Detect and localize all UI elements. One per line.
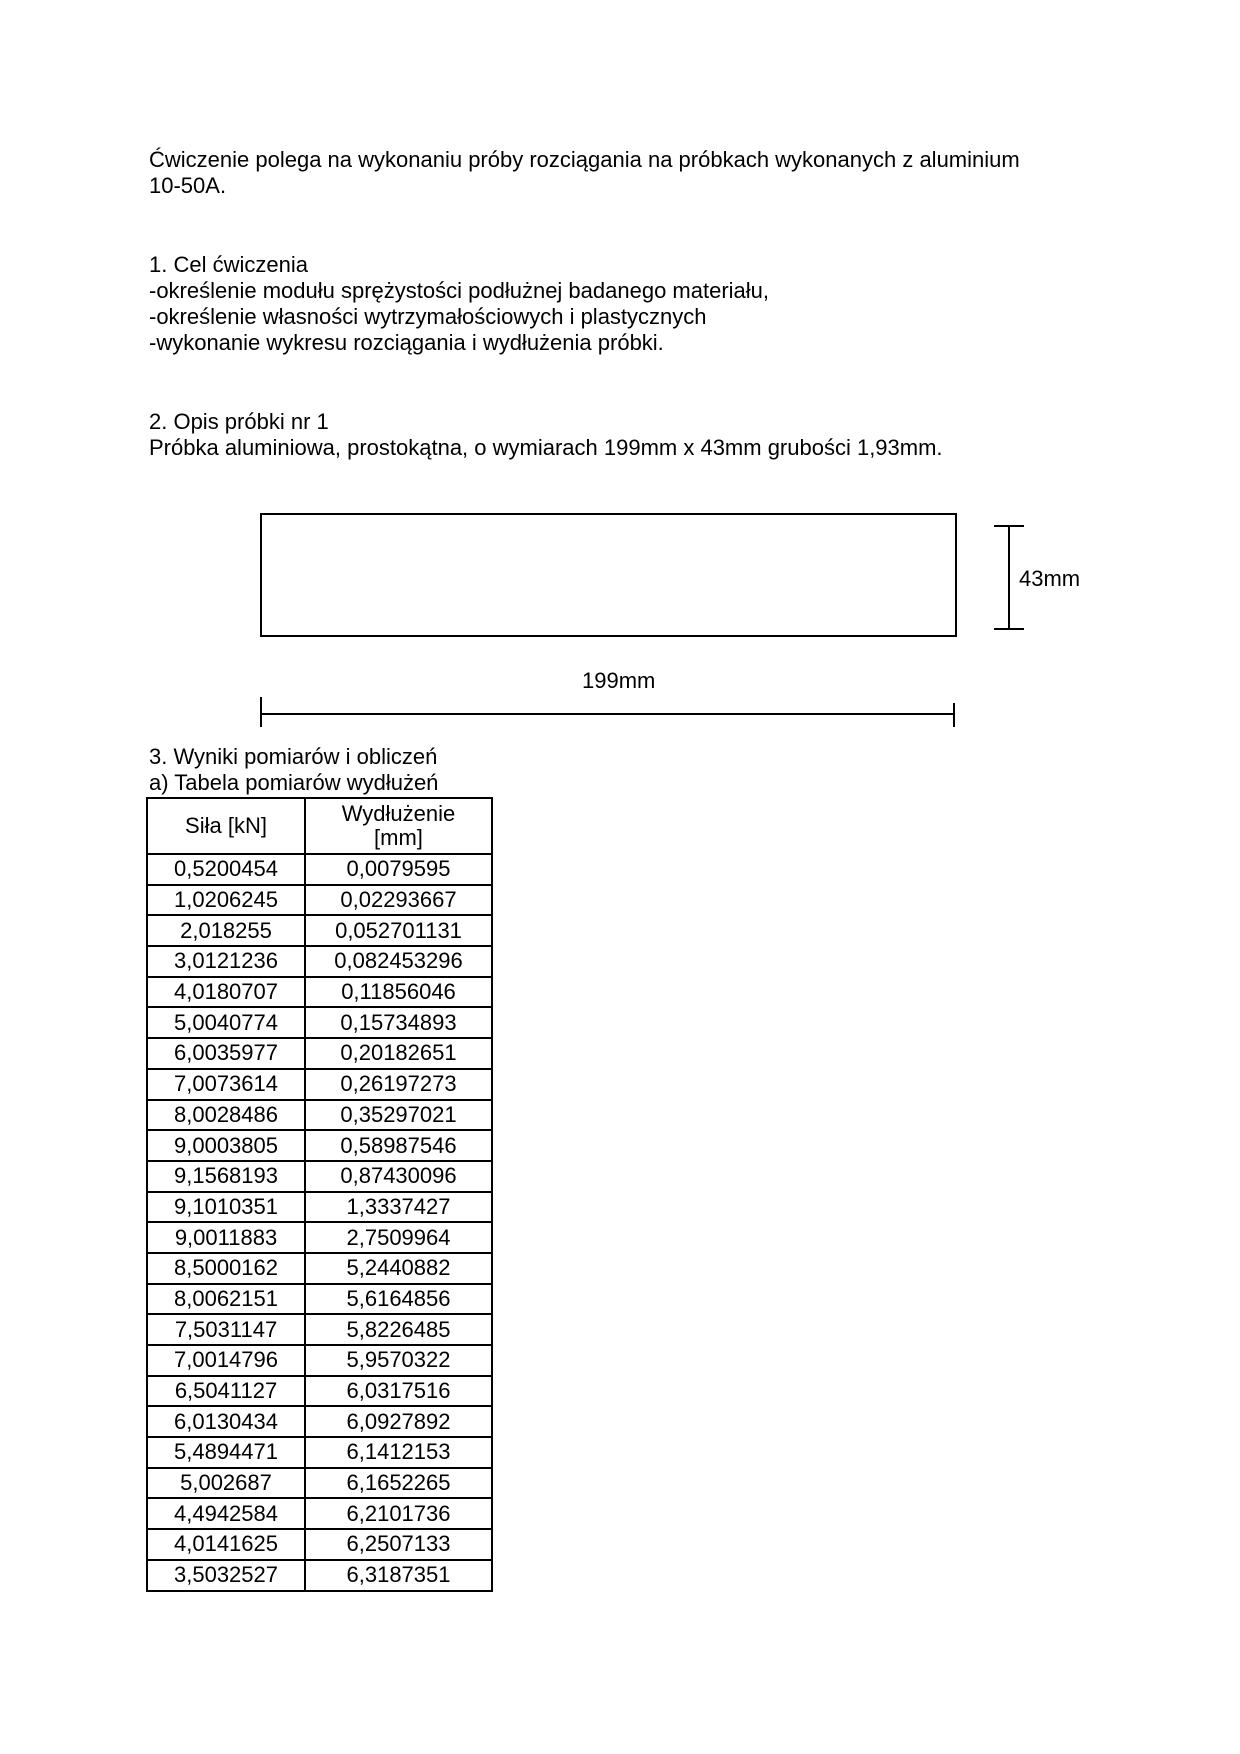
table-row bbox=[147, 1437, 492, 1468]
table-caption: a) Tabela pomiarów wydłużeń bbox=[149, 770, 439, 795]
force-cell: 4,4942584 bbox=[147, 1498, 305, 1529]
goal-item: -wykonanie wykresu rozciągania i wydłużenia próbki. bbox=[149, 330, 664, 355]
column-header-elongation: Wydłużenie [mm] bbox=[305, 798, 492, 854]
height-dimension-line bbox=[1008, 525, 1010, 630]
force-cell: 6,0035977 bbox=[147, 1038, 305, 1069]
table-row bbox=[147, 1468, 492, 1499]
table-row bbox=[147, 1192, 492, 1223]
elongation-cell: 5,8226485 bbox=[305, 1314, 492, 1345]
table-header-row bbox=[147, 798, 492, 854]
elongation-cell: 6,1652265 bbox=[305, 1468, 492, 1499]
table-row bbox=[147, 854, 492, 885]
intro-line: Ćwiczenie polega na wykonaniu próby rozciągania na próbkach wykonanych z aluminium bbox=[149, 147, 1020, 172]
dimension-tick bbox=[994, 628, 1024, 630]
elongation-cell: 0,20182651 bbox=[305, 1038, 492, 1069]
sample-description: Próbka aluminiowa, prostokątna, o wymiarach 199mm x 43mm grubości 1,93mm. bbox=[149, 435, 943, 460]
intro-paragraph bbox=[149, 147, 1020, 199]
force-cell: 6,0130434 bbox=[147, 1406, 305, 1437]
goal-item: -określenie własności wytrzymałościowych i plastycznych bbox=[149, 304, 707, 329]
force-cell: 4,0180707 bbox=[147, 977, 305, 1008]
force-cell: 2,018255 bbox=[147, 915, 305, 946]
elongation-cell: 6,2507133 bbox=[305, 1529, 492, 1560]
force-cell: 9,1010351 bbox=[147, 1192, 305, 1223]
elongation-cell: 2,7509964 bbox=[305, 1222, 492, 1253]
elongation-cell: 0,082453296 bbox=[305, 946, 492, 977]
force-cell: 8,0062151 bbox=[147, 1284, 305, 1315]
elongation-cell: 0,26197273 bbox=[305, 1069, 492, 1100]
elongation-cell: 6,0317516 bbox=[305, 1376, 492, 1407]
elongation-cell: 5,9570322 bbox=[305, 1345, 492, 1376]
table-row bbox=[147, 1498, 492, 1529]
section-heading: 3. Wyniki pomiarów i obliczeń bbox=[149, 744, 438, 769]
table-row bbox=[147, 1560, 492, 1591]
column-header-force: Siła [kN] bbox=[147, 798, 305, 854]
measurement-table bbox=[146, 797, 493, 1592]
force-cell: 9,0003805 bbox=[147, 1130, 305, 1161]
elongation-cell: 6,3187351 bbox=[305, 1560, 492, 1591]
force-cell: 8,5000162 bbox=[147, 1253, 305, 1284]
table-row bbox=[147, 1314, 492, 1345]
elongation-cell: 5,2440882 bbox=[305, 1253, 492, 1284]
table-row bbox=[147, 1529, 492, 1560]
elongation-cell: 1,3337427 bbox=[305, 1192, 492, 1223]
table-row bbox=[147, 1345, 492, 1376]
elongation-cell: 6,0927892 bbox=[305, 1406, 492, 1437]
dimension-tick bbox=[260, 697, 262, 727]
force-cell: 7,0014796 bbox=[147, 1345, 305, 1376]
elongation-cell: 6,2101736 bbox=[305, 1498, 492, 1529]
elongation-cell: 5,6164856 bbox=[305, 1284, 492, 1315]
table-row bbox=[147, 1376, 492, 1407]
width-dimension-line bbox=[260, 713, 955, 715]
table-row bbox=[147, 915, 492, 946]
elongation-cell: 0,87430096 bbox=[305, 1161, 492, 1192]
section-heading: 2. Opis próbki nr 1 bbox=[149, 409, 329, 434]
table-row bbox=[147, 1222, 492, 1253]
force-cell: 4,0141625 bbox=[147, 1529, 305, 1560]
table-row bbox=[147, 1038, 492, 1069]
table-row bbox=[147, 1161, 492, 1192]
section-goal bbox=[149, 252, 769, 356]
force-cell: 5,4894471 bbox=[147, 1437, 305, 1468]
table-row bbox=[147, 1406, 492, 1437]
dimension-tick bbox=[994, 525, 1024, 527]
width-label: 199mm bbox=[582, 668, 656, 693]
force-cell: 3,5032527 bbox=[147, 1560, 305, 1591]
table-row bbox=[147, 1100, 492, 1131]
force-cell: 8,0028486 bbox=[147, 1100, 305, 1131]
elongation-cell: 6,1412153 bbox=[305, 1437, 492, 1468]
height-label: 43mm bbox=[1019, 566, 1081, 591]
elongation-cell: 0,58987546 bbox=[305, 1130, 492, 1161]
section-heading: 1. Cel ćwiczenia bbox=[149, 252, 308, 277]
table-row bbox=[147, 1130, 492, 1161]
elongation-cell: 0,15734893 bbox=[305, 1007, 492, 1038]
intro-line: 10-50A. bbox=[149, 173, 227, 198]
elongation-cell: 0,11856046 bbox=[305, 977, 492, 1008]
elongation-cell: 0,052701131 bbox=[305, 915, 492, 946]
force-cell: 5,002687 bbox=[147, 1468, 305, 1499]
table-row bbox=[147, 946, 492, 977]
elongation-cell: 0,0079595 bbox=[305, 854, 492, 885]
elongation-cell: 0,02293667 bbox=[305, 885, 492, 916]
force-cell: 7,0073614 bbox=[147, 1069, 305, 1100]
table-row bbox=[147, 885, 492, 916]
section-sample bbox=[149, 409, 943, 461]
table-row bbox=[147, 977, 492, 1008]
goal-item: -określenie modułu sprężystości podłużnej badanego materiału, bbox=[149, 278, 770, 303]
force-cell: 1,0206245 bbox=[147, 885, 305, 916]
force-cell: 5,0040774 bbox=[147, 1007, 305, 1038]
force-cell: 0,5200454 bbox=[147, 854, 305, 885]
force-cell: 3,0121236 bbox=[147, 946, 305, 977]
force-cell: 9,1568193 bbox=[147, 1161, 305, 1192]
elongation-cell: 0,35297021 bbox=[305, 1100, 492, 1131]
table-row bbox=[147, 1284, 492, 1315]
dimension-tick bbox=[953, 703, 955, 727]
force-cell: 9,0011883 bbox=[147, 1222, 305, 1253]
force-cell: 6,5041127 bbox=[147, 1376, 305, 1407]
table-row bbox=[147, 1253, 492, 1284]
force-cell: 7,5031147 bbox=[147, 1314, 305, 1345]
table-row bbox=[147, 1007, 492, 1038]
section-results bbox=[149, 744, 438, 796]
sample-rectangle bbox=[260, 513, 957, 637]
table-row bbox=[147, 1069, 492, 1100]
